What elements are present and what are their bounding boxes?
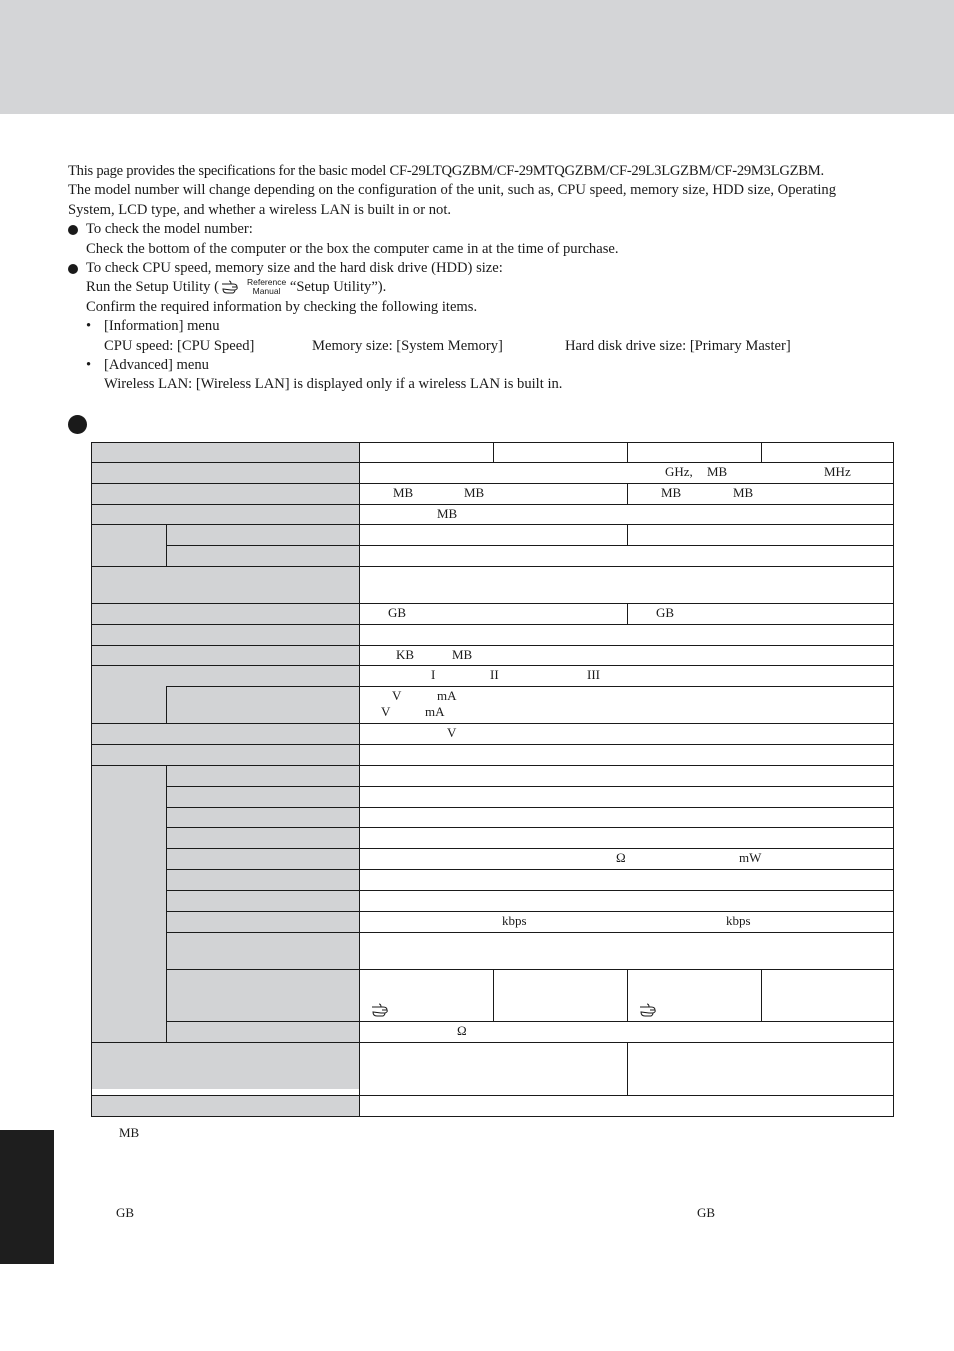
table-rule <box>627 524 628 545</box>
memory-mb-1: MB <box>393 485 414 500</box>
table-rule <box>166 765 167 1042</box>
bullet-dot-icon <box>68 225 78 235</box>
table-rule <box>166 786 894 787</box>
memory-mb-4: MB <box>733 485 754 500</box>
table-rule <box>91 665 894 666</box>
pointing-hand-icon <box>371 1003 395 1017</box>
intro-lead-2: The model number will change depending on the configuration of the unit, such as, CPU speed, memory size, HDD size, Operating <box>68 182 837 199</box>
impedance-ohm-2: Ω <box>457 1023 467 1038</box>
card-type-i: I <box>431 667 436 682</box>
table-rule <box>893 442 894 1117</box>
cpu-ghz: GHz, <box>665 464 693 479</box>
memory-mb-2: MB <box>464 485 485 500</box>
advanced-menu-line: • [Advanced] menu <box>86 357 209 374</box>
cpu-mhz: MHz <box>824 464 851 479</box>
hdd-size-item: Hard disk drive size: [Primary Master] <box>565 337 791 354</box>
table-rule <box>166 911 894 912</box>
pointing-hand-icon <box>221 280 245 294</box>
label-cell <box>91 1095 359 1117</box>
intro-lead-1: This page provides the specifications for the basic model CF-29LTQGZBM/CF-29MTQGZBM/CF-29L3LGZBM/CF-29M3LGZBM. <box>68 163 824 179</box>
card-voltage-2: V <box>381 704 391 719</box>
table-rule <box>761 969 762 1021</box>
cpu-speed-item: CPU speed: [CPU Speed] <box>104 337 255 354</box>
table-rule <box>91 645 894 646</box>
table-rule <box>91 1095 894 1096</box>
pointing-hand-icon <box>639 1003 663 1017</box>
section-marker-dot <box>68 415 87 434</box>
table-rule <box>166 932 894 933</box>
table-rule <box>493 969 494 1021</box>
card-type-ii: II <box>490 667 499 682</box>
card-current-2: mA <box>425 704 445 719</box>
bullet-check-cpu: To check CPU speed, memory size and the hard disk drive (HDD) size: <box>68 259 898 278</box>
fdd-mb: MB <box>452 647 473 662</box>
footnote-mb: MB <box>119 1125 140 1140</box>
table-rule <box>91 723 894 724</box>
table-rule <box>627 969 628 1021</box>
video-memory-mb: MB <box>437 506 458 521</box>
table-rule <box>166 969 894 970</box>
table-rule <box>91 603 894 604</box>
footnote-gb-1: GB <box>116 1205 135 1220</box>
table-rule <box>91 624 894 625</box>
intro-lead-3: System, LCD type, and whether a wireless LAN is built in or not. <box>68 201 452 218</box>
table-rule <box>761 442 762 462</box>
bullet-dot-icon <box>68 264 78 274</box>
table-rule <box>166 524 167 566</box>
table-rule <box>166 869 894 870</box>
table-rule <box>627 603 628 624</box>
table-rule <box>91 504 894 505</box>
table-rule <box>91 744 894 745</box>
info-menu-line: • [Information] menu <box>86 318 220 335</box>
setup-utility-line: Run the Setup Utility ( Reference Manual “Setup Utility”). <box>86 277 387 297</box>
memory-mb-3: MB <box>661 485 682 500</box>
table-rule <box>91 483 894 484</box>
table-rule <box>627 442 628 462</box>
intro-text <box>68 162 898 395</box>
table-rule <box>166 686 167 723</box>
cpu-cache-mb: MB <box>707 464 728 479</box>
table-rule <box>91 462 894 463</box>
rate-kbps-1: kbps <box>502 913 527 928</box>
table-rule <box>627 1042 628 1095</box>
table-rule <box>359 442 360 1117</box>
table-rule <box>91 442 92 1117</box>
confirm-line: Confirm the required information by checking the following items. <box>86 298 478 315</box>
hdd-gb-2: GB <box>656 605 675 620</box>
info-items-line <box>68 337 898 356</box>
table-rule <box>166 545 894 546</box>
footnote-gb-2: GB <box>697 1205 716 1220</box>
wireless-lan-line: Wireless LAN: [Wireless LAN] is displayed only if a wireless LAN is built in. <box>104 376 563 393</box>
table-rule <box>91 1116 894 1117</box>
card-current-1: mA <box>437 688 457 703</box>
table-rule <box>166 848 894 849</box>
card-voltage-1: V <box>392 688 402 703</box>
hdd-gb-1: GB <box>388 605 407 620</box>
table-rule <box>91 566 894 567</box>
card-type-iii: III <box>587 667 600 682</box>
table-rule <box>627 483 628 504</box>
model-number-detail: Check the bottom of the computer or the box the computer came in at the time of purchase. <box>86 240 619 257</box>
table-rule <box>493 442 494 462</box>
output-mw: mW <box>739 850 762 865</box>
memory-size-item: Memory size: [System Memory] <box>312 337 503 354</box>
fdd-kb: KB <box>396 647 415 662</box>
table-rule <box>91 524 894 525</box>
spec-table <box>91 442 894 1117</box>
impedance-ohm-1: Ω <box>616 850 626 865</box>
bullet-model-number: To check the model number: <box>68 220 898 239</box>
table-rule <box>166 1021 894 1022</box>
table-rule <box>166 827 894 828</box>
table-rule <box>91 765 894 766</box>
rate-kbps-2: kbps <box>726 913 751 928</box>
voltage-v: V <box>447 725 457 740</box>
table-rule <box>166 890 894 891</box>
table-rule <box>166 807 894 808</box>
side-tab <box>0 1130 54 1264</box>
header-band <box>0 0 954 114</box>
table-rule <box>166 686 894 687</box>
table-rule <box>91 1042 894 1043</box>
reference-manual-label: Reference Manual <box>246 277 287 297</box>
